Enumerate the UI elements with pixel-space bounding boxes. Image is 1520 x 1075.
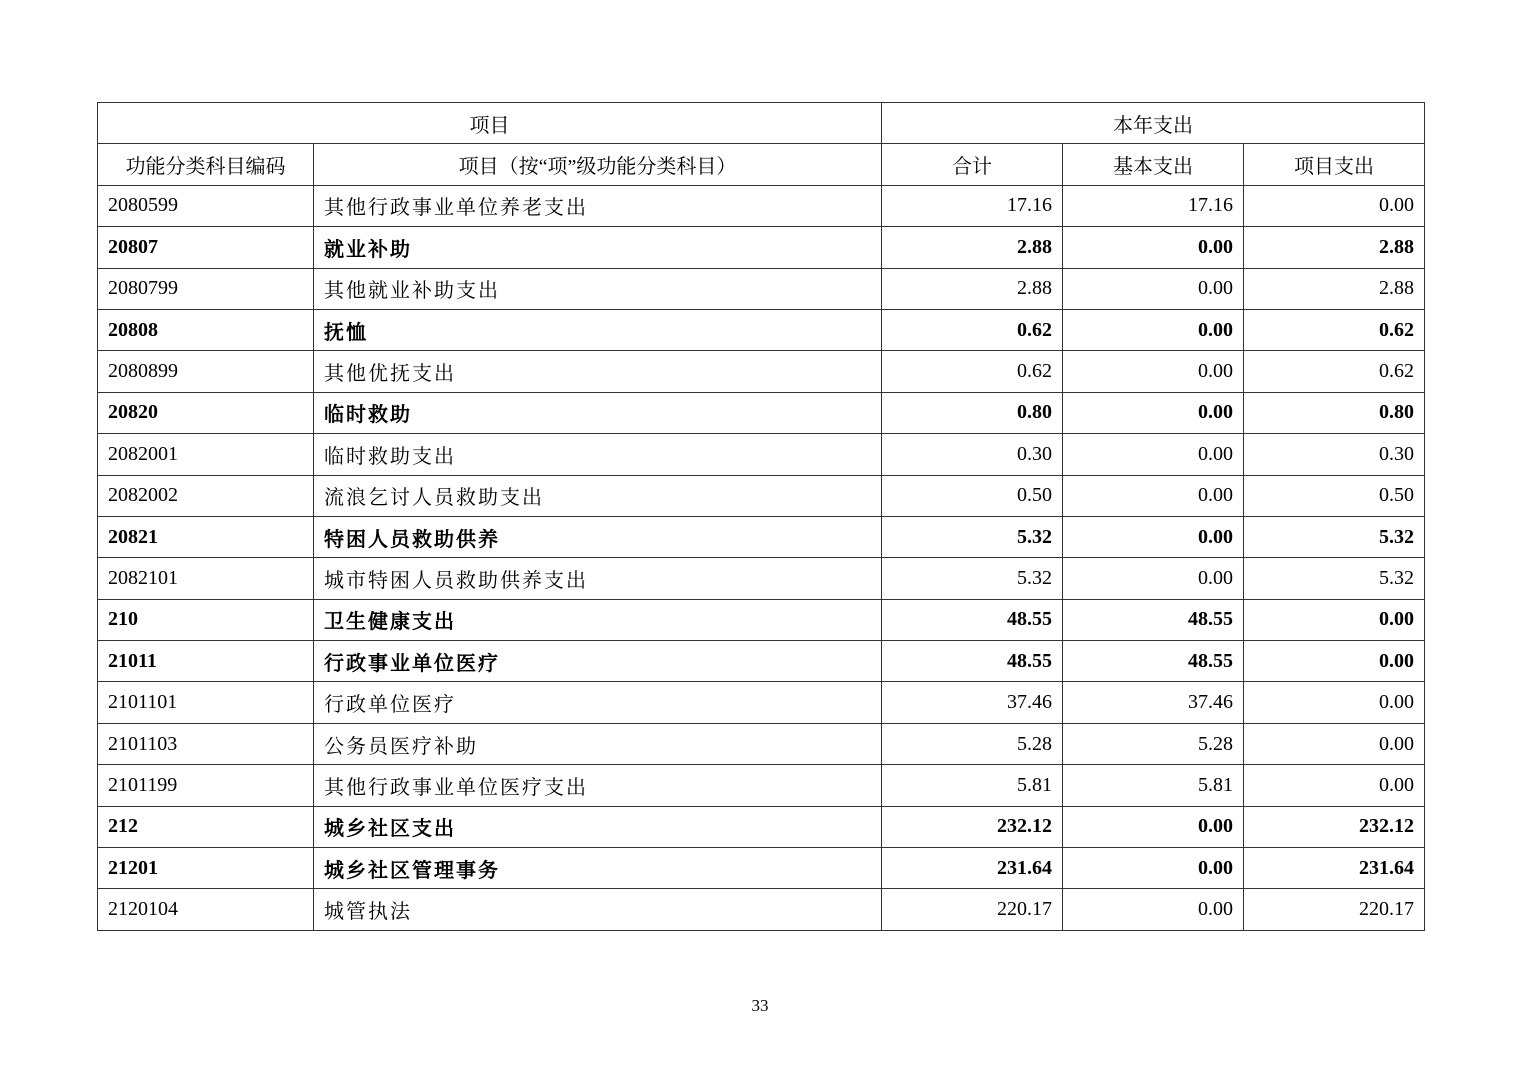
- row-basic: 0.00: [1063, 806, 1244, 847]
- row-code: 2101101: [98, 682, 314, 723]
- row-code: 20808: [98, 309, 314, 350]
- table-row: [98, 268, 1425, 309]
- row-total: 5.28: [882, 723, 1063, 764]
- table-row: [98, 723, 1425, 764]
- row-basic: 0.00: [1063, 889, 1244, 930]
- table-row: [98, 682, 1425, 723]
- row-name: 卫生健康支出: [314, 599, 882, 640]
- row-total: 0.80: [882, 392, 1063, 433]
- header-basic: 基本支出: [1063, 144, 1244, 185]
- row-name: 流浪乞讨人员救助支出: [314, 475, 882, 516]
- row-project: 0.00: [1244, 765, 1425, 806]
- row-name: 其他就业补助支出: [314, 268, 882, 309]
- row-project: 0.30: [1244, 434, 1425, 475]
- row-code: 20821: [98, 516, 314, 557]
- row-total: 48.55: [882, 641, 1063, 682]
- row-project: 231.64: [1244, 848, 1425, 889]
- row-project: 0.62: [1244, 351, 1425, 392]
- row-basic: 0.00: [1063, 848, 1244, 889]
- table-row: [98, 806, 1425, 847]
- row-code: 2080799: [98, 268, 314, 309]
- row-basic: 5.81: [1063, 765, 1244, 806]
- row-basic: 0.00: [1063, 516, 1244, 557]
- row-code: 210: [98, 599, 314, 640]
- row-basic: 5.28: [1063, 723, 1244, 764]
- row-name: 城乡社区支出: [314, 806, 882, 847]
- table-row: [98, 641, 1425, 682]
- row-name: 城市特困人员救助供养支出: [314, 558, 882, 599]
- row-code: 2120104: [98, 889, 314, 930]
- row-name: 行政事业单位医疗: [314, 641, 882, 682]
- row-code: 20820: [98, 392, 314, 433]
- row-code: 20807: [98, 227, 314, 268]
- row-basic: 0.00: [1063, 227, 1244, 268]
- row-project: 0.00: [1244, 185, 1425, 226]
- row-basic: 0.00: [1063, 434, 1244, 475]
- page-number: 33: [751, 996, 769, 1015]
- row-name: 城管执法: [314, 889, 882, 930]
- row-basic: 0.00: [1063, 558, 1244, 599]
- table-row: [98, 309, 1425, 350]
- row-project: 0.62: [1244, 309, 1425, 350]
- row-name: 行政单位医疗: [314, 682, 882, 723]
- row-basic: 48.55: [1063, 599, 1244, 640]
- header-name: 项目（按“项”级功能分类科目）: [314, 144, 882, 185]
- row-total: 17.16: [882, 185, 1063, 226]
- table-row: [98, 599, 1425, 640]
- header-project-group: 项目: [98, 103, 882, 144]
- row-name: 公务员医疗补助: [314, 723, 882, 764]
- table-row: [98, 889, 1425, 930]
- row-code: 2082001: [98, 434, 314, 475]
- row-code: 21011: [98, 641, 314, 682]
- table-body: [98, 185, 1425, 930]
- header-total: 合计: [882, 144, 1063, 185]
- row-total: 232.12: [882, 806, 1063, 847]
- row-basic: 48.55: [1063, 641, 1244, 682]
- row-code: 21201: [98, 848, 314, 889]
- row-total: 48.55: [882, 599, 1063, 640]
- row-total: 2.88: [882, 227, 1063, 268]
- row-total: 220.17: [882, 889, 1063, 930]
- row-project: 0.50: [1244, 475, 1425, 516]
- row-total: 2.88: [882, 268, 1063, 309]
- table-row: [98, 392, 1425, 433]
- row-code: 2101103: [98, 723, 314, 764]
- header-project: 项目支出: [1244, 144, 1425, 185]
- row-code: 2101199: [98, 765, 314, 806]
- table-row: [98, 351, 1425, 392]
- row-total: 0.62: [882, 351, 1063, 392]
- row-name: 其他行政事业单位医疗支出: [314, 765, 882, 806]
- row-total: 0.30: [882, 434, 1063, 475]
- table-row: [98, 558, 1425, 599]
- table-row: [98, 434, 1425, 475]
- row-project: 5.32: [1244, 516, 1425, 557]
- row-basic: 0.00: [1063, 309, 1244, 350]
- row-name: 其他行政事业单位养老支出: [314, 185, 882, 226]
- row-basic: 0.00: [1063, 392, 1244, 433]
- table-row: [98, 227, 1425, 268]
- row-project: 232.12: [1244, 806, 1425, 847]
- row-code: 2082101: [98, 558, 314, 599]
- row-name: 抚恤: [314, 309, 882, 350]
- header-column-row: [98, 144, 1425, 185]
- row-code: 212: [98, 806, 314, 847]
- row-name: 城乡社区管理事务: [314, 848, 882, 889]
- row-project: 5.32: [1244, 558, 1425, 599]
- row-project: 2.88: [1244, 227, 1425, 268]
- row-total: 37.46: [882, 682, 1063, 723]
- row-total: 0.50: [882, 475, 1063, 516]
- row-project: 220.17: [1244, 889, 1425, 930]
- row-total: 5.81: [882, 765, 1063, 806]
- row-project: 0.00: [1244, 723, 1425, 764]
- row-basic: 0.00: [1063, 351, 1244, 392]
- table-row: [98, 475, 1425, 516]
- row-total: 0.62: [882, 309, 1063, 350]
- row-total: 231.64: [882, 848, 1063, 889]
- row-name: 其他优抚支出: [314, 351, 882, 392]
- header-code: 功能分类科目编码: [98, 144, 314, 185]
- row-basic: 0.00: [1063, 475, 1244, 516]
- row-basic: 0.00: [1063, 268, 1244, 309]
- row-code: 2082002: [98, 475, 314, 516]
- row-name: 特困人员救助供养: [314, 516, 882, 557]
- table-row: [98, 185, 1425, 226]
- header-group-row: [98, 103, 1425, 144]
- budget-table-container: [97, 102, 1424, 931]
- header-expense-group: 本年支出: [882, 103, 1425, 144]
- row-total: 5.32: [882, 516, 1063, 557]
- row-project: 0.00: [1244, 641, 1425, 682]
- table-row: [98, 848, 1425, 889]
- budget-expenditure-table: [97, 102, 1425, 931]
- row-code: 2080599: [98, 185, 314, 226]
- row-project: 0.00: [1244, 599, 1425, 640]
- row-total: 5.32: [882, 558, 1063, 599]
- row-project: 2.88: [1244, 268, 1425, 309]
- row-code: 2080899: [98, 351, 314, 392]
- row-name: 临时救助: [314, 392, 882, 433]
- row-project: 0.80: [1244, 392, 1425, 433]
- row-name: 临时救助支出: [314, 434, 882, 475]
- row-basic: 17.16: [1063, 185, 1244, 226]
- row-name: 就业补助: [314, 227, 882, 268]
- table-row: [98, 516, 1425, 557]
- table-row: [98, 765, 1425, 806]
- row-basic: 37.46: [1063, 682, 1244, 723]
- row-project: 0.00: [1244, 682, 1425, 723]
